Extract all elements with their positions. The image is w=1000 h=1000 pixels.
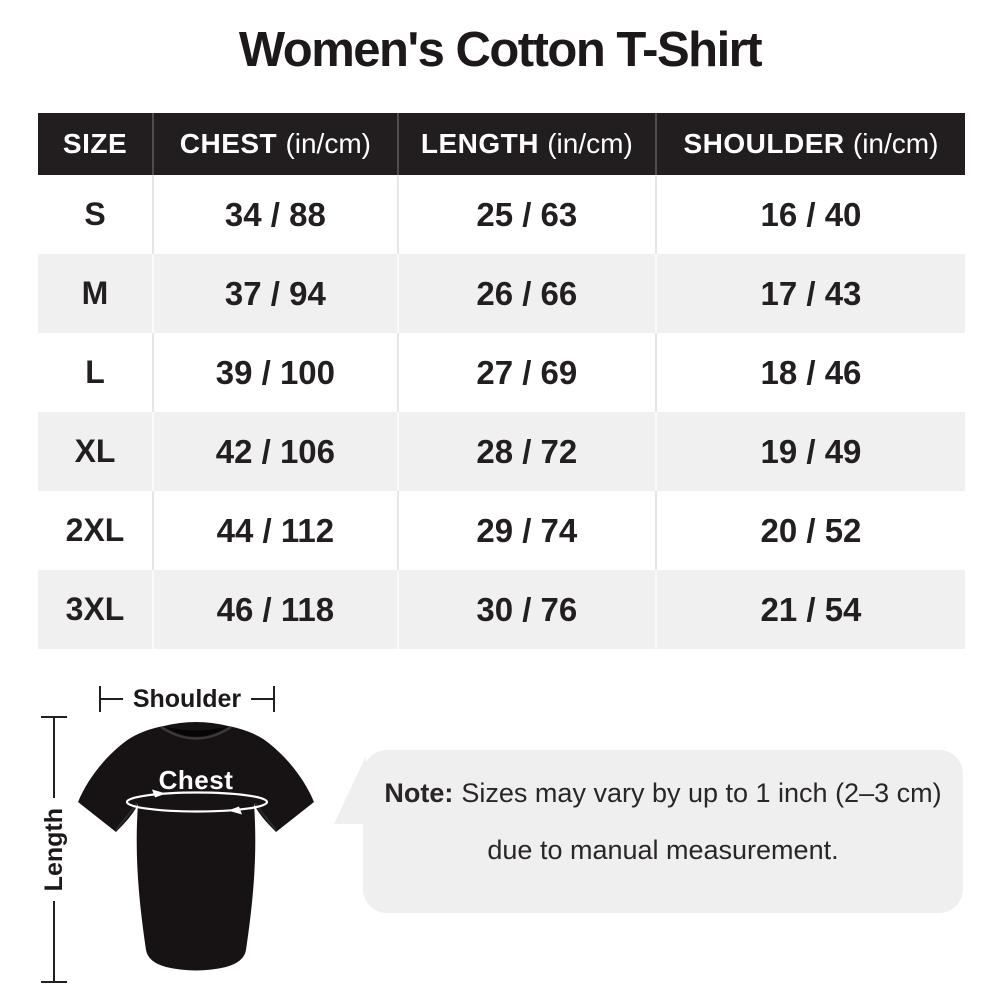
page-title: Women's Cotton T-Shirt [238, 23, 762, 77]
header-col-name: SIZE [62, 128, 128, 159]
size-cell: XL [38, 412, 152, 491]
note-bubble [363, 750, 963, 913]
table-row [38, 412, 965, 491]
measure-line [53, 901, 55, 981]
length-cell: 27 / 69 [397, 333, 655, 412]
size-cell: S [38, 175, 152, 254]
header-col-unit: (in/cm) [852, 128, 939, 159]
size-cell: L [38, 333, 152, 412]
measure-tick-icon [273, 686, 275, 712]
measure-tick-icon [41, 981, 67, 983]
note-prefix: Note: [384, 778, 454, 808]
table-row [38, 491, 965, 570]
chest-cell: 39 / 100 [152, 333, 397, 412]
chest-cell: 42 / 106 [152, 412, 397, 491]
size-cell: M [38, 254, 152, 333]
shoulder-cell: 20 / 52 [655, 491, 965, 570]
size-cell: 3XL [38, 570, 152, 649]
tshirt-silhouette [78, 722, 314, 971]
length-cell: 28 / 72 [397, 412, 655, 491]
note-bubble-tail [332, 754, 366, 826]
header-col-name: CHEST [179, 128, 278, 159]
header-col-name: SHOULDER [683, 128, 845, 159]
chest-cell: 44 / 112 [152, 491, 397, 570]
table-header-row [38, 113, 965, 175]
size-table-container [38, 113, 965, 649]
chest-cell: 37 / 94 [152, 254, 397, 333]
shoulder-cell: 21 / 54 [655, 570, 965, 649]
shoulder-cell: 17 / 43 [655, 254, 965, 333]
measure-line [101, 698, 123, 700]
measure-line [53, 718, 55, 798]
length-cell: 25 / 63 [397, 175, 655, 254]
header-col-unit: (in/cm) [285, 128, 371, 159]
col-header-size [38, 113, 152, 175]
table-row [38, 333, 965, 412]
table-row [38, 254, 965, 333]
length-measure [41, 716, 67, 983]
length-cell: 30 / 76 [397, 570, 655, 649]
chest-cell: 34 / 88 [152, 175, 397, 254]
col-header-length [397, 113, 655, 175]
shoulder-measure [99, 686, 275, 712]
shoulder-cell: 16 / 40 [655, 175, 965, 254]
note-text-line2: due to manual measurement. [487, 835, 839, 865]
note-line1-text: Sizes may vary by up to 1 inch (2–3 cm) [461, 778, 942, 808]
size-table [38, 113, 965, 649]
chest-cell: 46 / 118 [152, 570, 397, 649]
col-header-shoulder [655, 113, 965, 175]
header-col-name: LENGTH [420, 128, 539, 159]
length-label: Length [39, 807, 68, 892]
note-text-line1 [363, 750, 963, 809]
shoulder-cell: 19 / 49 [655, 412, 965, 491]
measure-line [251, 698, 273, 700]
table-row [38, 175, 965, 254]
table-row [38, 570, 965, 649]
size-cell: 2XL [38, 491, 152, 570]
chest-label: Chest [158, 765, 234, 795]
tshirt-illustration [76, 714, 316, 986]
length-cell: 26 / 66 [397, 254, 655, 333]
shoulder-cell: 18 / 46 [655, 333, 965, 412]
header-col-unit: (in/cm) [547, 128, 633, 159]
length-cell: 29 / 74 [397, 491, 655, 570]
shoulder-label: Shoulder [132, 684, 242, 713]
col-header-chest [152, 113, 397, 175]
